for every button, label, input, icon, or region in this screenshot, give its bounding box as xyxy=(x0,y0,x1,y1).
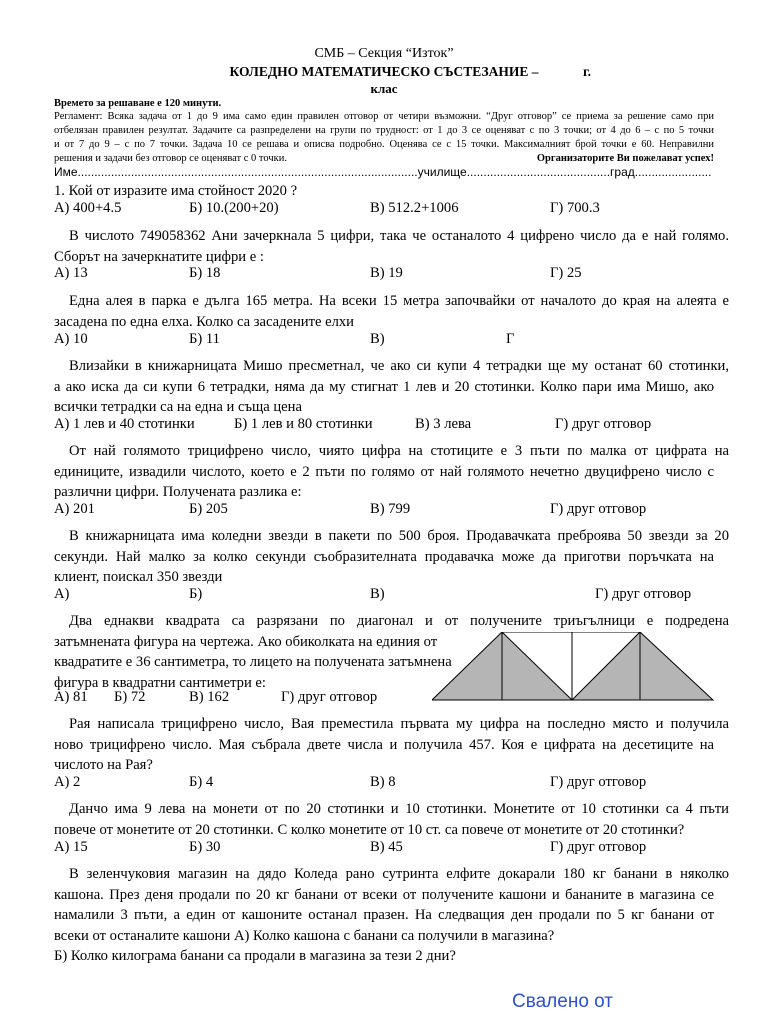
answer-option[interactable]: Г) друг отговор xyxy=(550,839,647,855)
problem-text-line: единиците, извадили числото, което е 2 пъти по голямо от най голямото нечетно двуцифрено число с xyxy=(54,463,714,480)
answer-option[interactable]: Б) xyxy=(189,586,203,602)
problem-3 xyxy=(54,291,729,332)
answer-option[interactable]: А) xyxy=(54,586,70,602)
problem-text-line: квадратите е 36 сантиметра, то лицето на получената затъмнена xyxy=(54,654,452,670)
answer-option[interactable]: Г) друг отговор xyxy=(555,416,652,432)
answer-option[interactable]: Г xyxy=(506,331,515,347)
problem-1 xyxy=(54,181,714,202)
answer-option[interactable]: А) 13 xyxy=(54,265,88,281)
year-suffix: г. xyxy=(583,64,591,79)
problem-5 xyxy=(54,441,729,503)
problem-text-line: числото на Рая? xyxy=(54,757,153,773)
answer-option[interactable]: В) 162 xyxy=(189,689,230,705)
rules-line-text: решения и задачи без отговор се оценяват с 0 точки. xyxy=(54,152,287,164)
problem-text-line: Два еднакви квадрата са разрязани по диагонал и от получените триъгълници е подредена xyxy=(69,613,729,629)
problem-9 xyxy=(54,799,729,840)
competition-title: КОЛЕДНО МАТЕМАТИЧЕСКО СЪСТЕЗАНИЕ – xyxy=(229,64,539,79)
answer-option[interactable]: В) xyxy=(370,586,385,602)
rules-line: и от 7 до 9 – с по 7 точки. Задача 10 се решава и описва подробно. Оценява се с 15 точки. Максималният брой точки е 60. Неправилни xyxy=(54,138,714,150)
problem-text-line: секунди. Най малко за колко секунди съобразителната продавачка може да приготви поръчката на xyxy=(54,548,714,565)
problem-text-line: Б) Колко килограма банани са продали в магазина за тези 2 дни? xyxy=(54,948,456,964)
header-title xyxy=(0,64,768,80)
problem-text-line: а ако иска да си купи 6 тетрадки, няма да му стигнат 1 лев и 20 стотинки. Колко пари има Мишо, ако xyxy=(54,378,714,395)
answer-option[interactable]: А) 15 xyxy=(54,839,88,855)
answer-option[interactable]: В) 3 лева xyxy=(415,416,472,432)
shaded-figure-drawing xyxy=(432,632,714,702)
problem-text-line: намалили 3 пъти, а един от кашоните останал празен. На следващия ден продали по 5 кг банани от xyxy=(54,907,714,923)
problem-text-line: различни цифри. Получената разлика е: xyxy=(54,484,302,500)
problem-10 xyxy=(54,864,729,967)
answer-option[interactable]: Г) друг отговор xyxy=(550,774,647,790)
answer-option[interactable]: Г) друг отговор xyxy=(550,501,647,517)
answer-option[interactable]: Б) 1 лев и 80 стотинки xyxy=(234,416,373,432)
rules-block xyxy=(54,110,714,166)
problem-8 xyxy=(54,714,729,776)
answer-option[interactable]: А) 10 xyxy=(54,331,88,347)
problem-text-line: В числото 749058362 Ани зачеркнала 5 цифри, така че останалото 4 цифрено число да е най голямо. xyxy=(69,228,729,244)
time-note: Времето за решаване е 120 минути. xyxy=(54,98,222,109)
answer-options-row xyxy=(54,265,734,285)
answer-option[interactable]: В) 19 xyxy=(370,265,403,281)
answer-option[interactable]: Б) 72 xyxy=(114,689,146,705)
answer-option[interactable]: Г) 700.3 xyxy=(550,200,600,216)
problem-text-line: ново трицифрено число. Мая събрала двете числа и получила 457. Коя е цифрата на десетиците на xyxy=(54,736,714,753)
answer-option[interactable]: Г) 25 xyxy=(550,265,582,281)
problem-text-line: клиент, поискал 350 звезди xyxy=(54,569,223,585)
problem-text-line: В книжарницата има коледни звезди в пакети по 500 броя. Продавачката преброява 50 звезди за 20 xyxy=(69,528,729,544)
answer-options-row xyxy=(54,331,734,351)
answer-options-row xyxy=(54,501,734,521)
problem-text-line: кашона. През деня продали по 20 кг банани от всеки от получените кашони и бананите в магазина се xyxy=(54,886,714,903)
rules-line: отбелязан правилен резултат. Задачите са разпределени на групи по трудност: от 1 до 3 се оценяват с по 3 точки; от 4 до 6 – с по 5 точки xyxy=(54,124,714,136)
answer-option[interactable]: Б) 4 xyxy=(189,774,214,790)
rules-line: Регламент: Всяка задача от 1 до 9 има само един правилен отговор от четири възможни. “Друг отговор” се приема за решение само при xyxy=(54,111,714,122)
shaded-triangle xyxy=(572,632,640,700)
problem-text-line: затъмнената фигура на чертежа. Ако обиколката на единия от xyxy=(54,633,438,650)
problem-text-line: повече от монетите от 20 стотинки. С колко монетите от 10 ст. са повече от монетите от 20 стотинки? xyxy=(54,821,685,838)
problem-2 xyxy=(54,226,729,267)
problem-text-line: всички тетрадки са на една и съща цена xyxy=(54,399,302,415)
answer-option[interactable]: А) 81 xyxy=(54,689,88,705)
problem-text-line: 1. Кой от изразите има стойност 2020 ? xyxy=(54,183,298,199)
answer-option[interactable]: Г) друг отговор xyxy=(281,689,378,705)
answer-option[interactable]: Б) 11 xyxy=(189,331,220,347)
answer-option[interactable]: А) 201 xyxy=(54,501,95,517)
answer-option[interactable]: В) 799 xyxy=(370,501,411,517)
shaded-triangle xyxy=(640,632,713,700)
problem-text-line: От най голямото трицифрено число, чиято цифра на стотиците е 3 пъти по малка от цифрата на xyxy=(69,443,729,459)
problem-text-line: засадена по една елха. Колко са засадените елхи xyxy=(54,313,354,330)
good-luck-wish: Организаторите Ви пожелават успех! xyxy=(536,152,714,164)
downloaded-from-label: Свалено от xyxy=(512,991,614,1012)
answer-option[interactable]: Г) друг отговор xyxy=(595,586,692,602)
answer-option[interactable]: В) xyxy=(370,331,385,347)
problem-4 xyxy=(54,356,729,418)
problem-text-line: фигура в квадратни сантиметри е: xyxy=(54,674,266,691)
answer-options-row xyxy=(54,416,734,436)
answer-options-row xyxy=(54,839,734,859)
problem-6 xyxy=(54,526,729,588)
answer-option[interactable]: А) 2 xyxy=(54,774,81,790)
problem-text-line: Сборът на зачеркнатите цифри е : xyxy=(54,248,264,265)
answer-option[interactable]: А) 1 лев и 40 стотинки xyxy=(54,416,195,432)
problem-text-line: всеки от останалите кашони А) Колко кашона с банани са получили в магазина? xyxy=(54,927,555,944)
answer-options-row xyxy=(54,586,734,606)
shaded-triangle xyxy=(432,632,502,700)
answer-options-row xyxy=(54,200,734,220)
answer-option[interactable]: В) 512.2+1006 xyxy=(370,200,459,216)
problem-text-line: Една алея в парка е дълга 165 метра. На всеки 15 метра започвайки от началото до края на алеята е xyxy=(69,293,729,309)
rules-line xyxy=(54,152,714,166)
answer-option[interactable]: В) 8 xyxy=(370,774,396,790)
answer-option[interactable]: Б) 205 xyxy=(189,501,228,517)
answer-option[interactable]: Б) 10.(200+20) xyxy=(189,200,279,216)
shaded-triangle xyxy=(502,632,572,700)
problem-text-line: В зеленчуковия магазин на дядо Коледа рано сутринта елфите докарали 180 кг банани в няколко xyxy=(69,866,729,882)
answer-option[interactable]: Б) 30 xyxy=(189,839,221,855)
grade-label: клас xyxy=(370,81,398,96)
answer-option[interactable]: Б) 18 xyxy=(189,265,221,281)
header-org: СМБ – Секция “Изток” xyxy=(314,46,454,61)
answer-option[interactable]: А) 400+4.5 xyxy=(54,200,122,216)
problem-text-line: Данчо има 9 лева на монети от по 20 стотинки и 10 стотинки. Монетите от 10 стотинки са 4 пъти xyxy=(69,801,729,817)
problem-text-line: Влизайки в книжарницата Мишо пресметнал, че ако си купи 4 тетрадки ще му останат 60 стотинки, xyxy=(69,358,729,374)
answer-options-row xyxy=(54,774,734,794)
problem-text-line: Рая написала трицифрено число, Вая преместила първата му цифра на последно място и получила xyxy=(69,716,729,732)
name-school-city-line: Име......................................................................................................училище...........................................град....................... xyxy=(54,165,712,179)
answer-option[interactable]: В) 45 xyxy=(370,839,403,855)
